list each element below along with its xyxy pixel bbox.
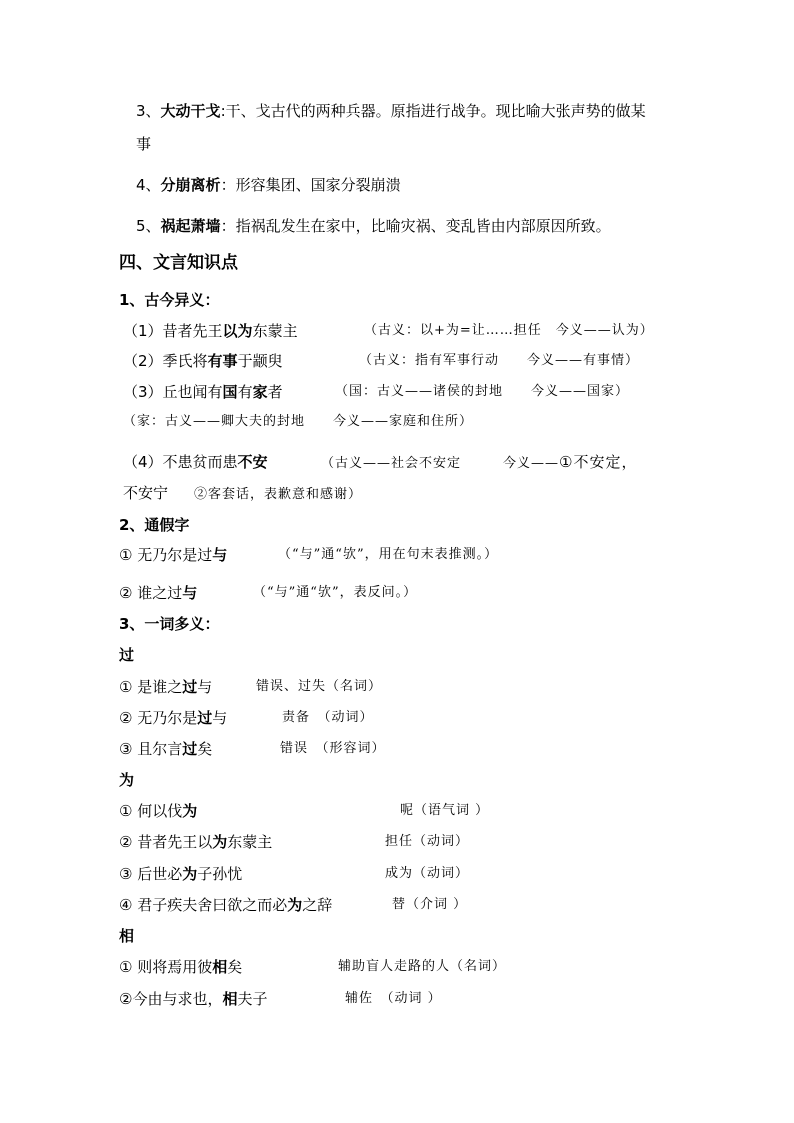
gujin-note-3: （国：古义——诸侯的封地 今义——国家）: [335, 384, 630, 399]
idiom-3-cont: 事: [136, 135, 152, 153]
xiang-note-1: 辅助盲人走路的人（名词）: [338, 959, 507, 974]
keyword: 相: [212, 958, 228, 976]
idiom-4-def: ：形容集团、国家分裂崩溃: [220, 176, 401, 194]
xiang-item-1: [119, 957, 242, 977]
idiom-3-term: 大动干戈: [160, 102, 221, 120]
example-text: ③ 后世必: [119, 865, 183, 883]
idiom-3: [136, 101, 646, 121]
example-text: 与: [197, 678, 213, 696]
guo-note-1: 错误、过失（名词）: [256, 679, 383, 694]
example-text: 有: [237, 383, 253, 401]
tongjia-heading: 2、通假字: [119, 516, 190, 534]
guo-item-3: [119, 739, 212, 759]
gujin-example-1: [123, 321, 298, 341]
example-text: （3）丘也闻有: [123, 383, 223, 401]
guo-item-2: [119, 708, 227, 728]
gujin-note-1: （古义：以+为=让……担任 今义——认为）: [364, 323, 654, 338]
gujin-note-3b: （家：古义——卿大夫的封地 今义——家庭和住所）: [123, 414, 474, 429]
keyword: 为: [212, 833, 228, 851]
tongjia-example-1: [119, 545, 227, 565]
word-wei: 为: [119, 771, 135, 789]
example-text: 于颛臾: [237, 352, 283, 370]
guo-note-2: 责备 （动词）: [282, 710, 374, 725]
example-text: 子孙忧: [197, 865, 243, 883]
example-text: ① 是谁之: [119, 678, 183, 696]
gujin-note-4: [321, 452, 637, 474]
keyword: 不安: [237, 453, 268, 471]
idiom-4: [136, 175, 401, 195]
wei-note-3: 成为（动词）: [385, 866, 470, 881]
example-text: ② 昔者先王以: [119, 833, 213, 851]
guo-note-3: 错误 （形容词）: [280, 741, 386, 756]
note-text: （古义——社会不安定 今义——: [321, 456, 560, 471]
idiom-3-def: :干、戈古代的两种兵器。原指进行战争。现比喻大张声势的做某: [220, 102, 646, 120]
gujin-note-2: （古义：指有军事行动 今义——有事情）: [359, 353, 640, 368]
wei-item-3: [119, 864, 242, 884]
example-text: （2）季氏将: [123, 352, 208, 370]
example-text: 东蒙主: [252, 322, 298, 340]
tongjia-note-1: （“与”通“欤”，用在句末表推测。）: [278, 547, 499, 562]
idiom-4-num: 4、: [136, 176, 161, 194]
keyword: 与: [182, 584, 198, 602]
xiang-note-2: 辅佐 （动词 ）: [345, 991, 442, 1006]
example-text: ③ 且尔言: [119, 740, 183, 758]
example-text: ②今由与求也，: [119, 990, 223, 1008]
idiom-5-term: 祸起萧墙: [160, 217, 221, 235]
xiang-item-2: [119, 989, 267, 1009]
example-text: ① 何以伐: [119, 802, 183, 820]
keyword: 过: [197, 709, 213, 727]
example-text: （1）昔者先王: [123, 322, 223, 340]
keyword: 为: [182, 802, 198, 820]
example-text: ① 无乃尔是过: [119, 546, 213, 564]
example-text: 之辞: [302, 896, 333, 914]
example-text: 东蒙主: [227, 833, 273, 851]
note-text: ②客套话，表歉意和感谢）: [194, 487, 363, 502]
keyword: 与: [212, 546, 228, 564]
keyword: 相: [222, 990, 238, 1008]
example-text: ④ 君子疾夫舍曰欲之而必: [119, 896, 288, 914]
gujin-example-2: [123, 351, 283, 371]
keyword: 过: [182, 740, 198, 758]
keyword: 有事: [207, 352, 238, 370]
gujin-example-3: [123, 382, 283, 402]
example-text: 与: [212, 709, 228, 727]
keyword: 以为: [222, 322, 253, 340]
tongjia-example-2: [119, 583, 197, 603]
guo-item-1: [119, 677, 212, 697]
idiom-4-term: 分崩离析: [160, 176, 221, 194]
keyword: 过: [182, 678, 198, 696]
wei-note-4: 替（介词 ）: [392, 897, 468, 912]
wei-item-2: [119, 832, 272, 852]
example-text: 矣: [227, 958, 243, 976]
example-text: ② 无乃尔是: [119, 709, 198, 727]
keyword: 为: [287, 896, 303, 914]
wei-note-2: 担任（动词）: [385, 834, 470, 849]
wei-item-1: [119, 801, 197, 821]
example-text: ① 则将焉用彼: [119, 958, 213, 976]
idiom-5-num: 5、: [136, 217, 161, 235]
example-text: 者: [267, 383, 283, 401]
keyword: 为: [182, 865, 198, 883]
keyword: 家: [252, 383, 268, 401]
wei-note-1: 呢（语气词 ）: [400, 803, 490, 818]
example-text: ② 谁之过: [119, 584, 183, 602]
example-text: 矣: [197, 740, 213, 758]
idiom-5-def: ：指祸乱发生在家中，比喻灾祸、变乱皆由内部原因所致。: [220, 217, 611, 235]
yici-heading: 3、一词多义：: [119, 615, 220, 633]
example-text: 夫子: [237, 990, 268, 1008]
word-xiang: 相: [119, 927, 135, 945]
section-title: 四、文言知识点: [119, 253, 238, 273]
word-guo: 过: [119, 646, 135, 664]
tongjia-note-2: （“与”通“欤”，表反问。）: [253, 585, 418, 600]
idiom-5: [136, 216, 611, 236]
note-text: 不安宁: [123, 484, 169, 502]
idiom-3-num: 3、: [136, 102, 161, 120]
gujin-example-4-cont: [123, 483, 362, 505]
note-text: ①不安定，: [559, 453, 638, 471]
example-text: （4）不患贫而患: [123, 453, 238, 471]
gujin-example-4: [123, 452, 268, 472]
keyword: 国: [222, 383, 238, 401]
gujin-heading: 1、古今异义：: [119, 291, 220, 309]
wei-item-4: [119, 895, 332, 915]
